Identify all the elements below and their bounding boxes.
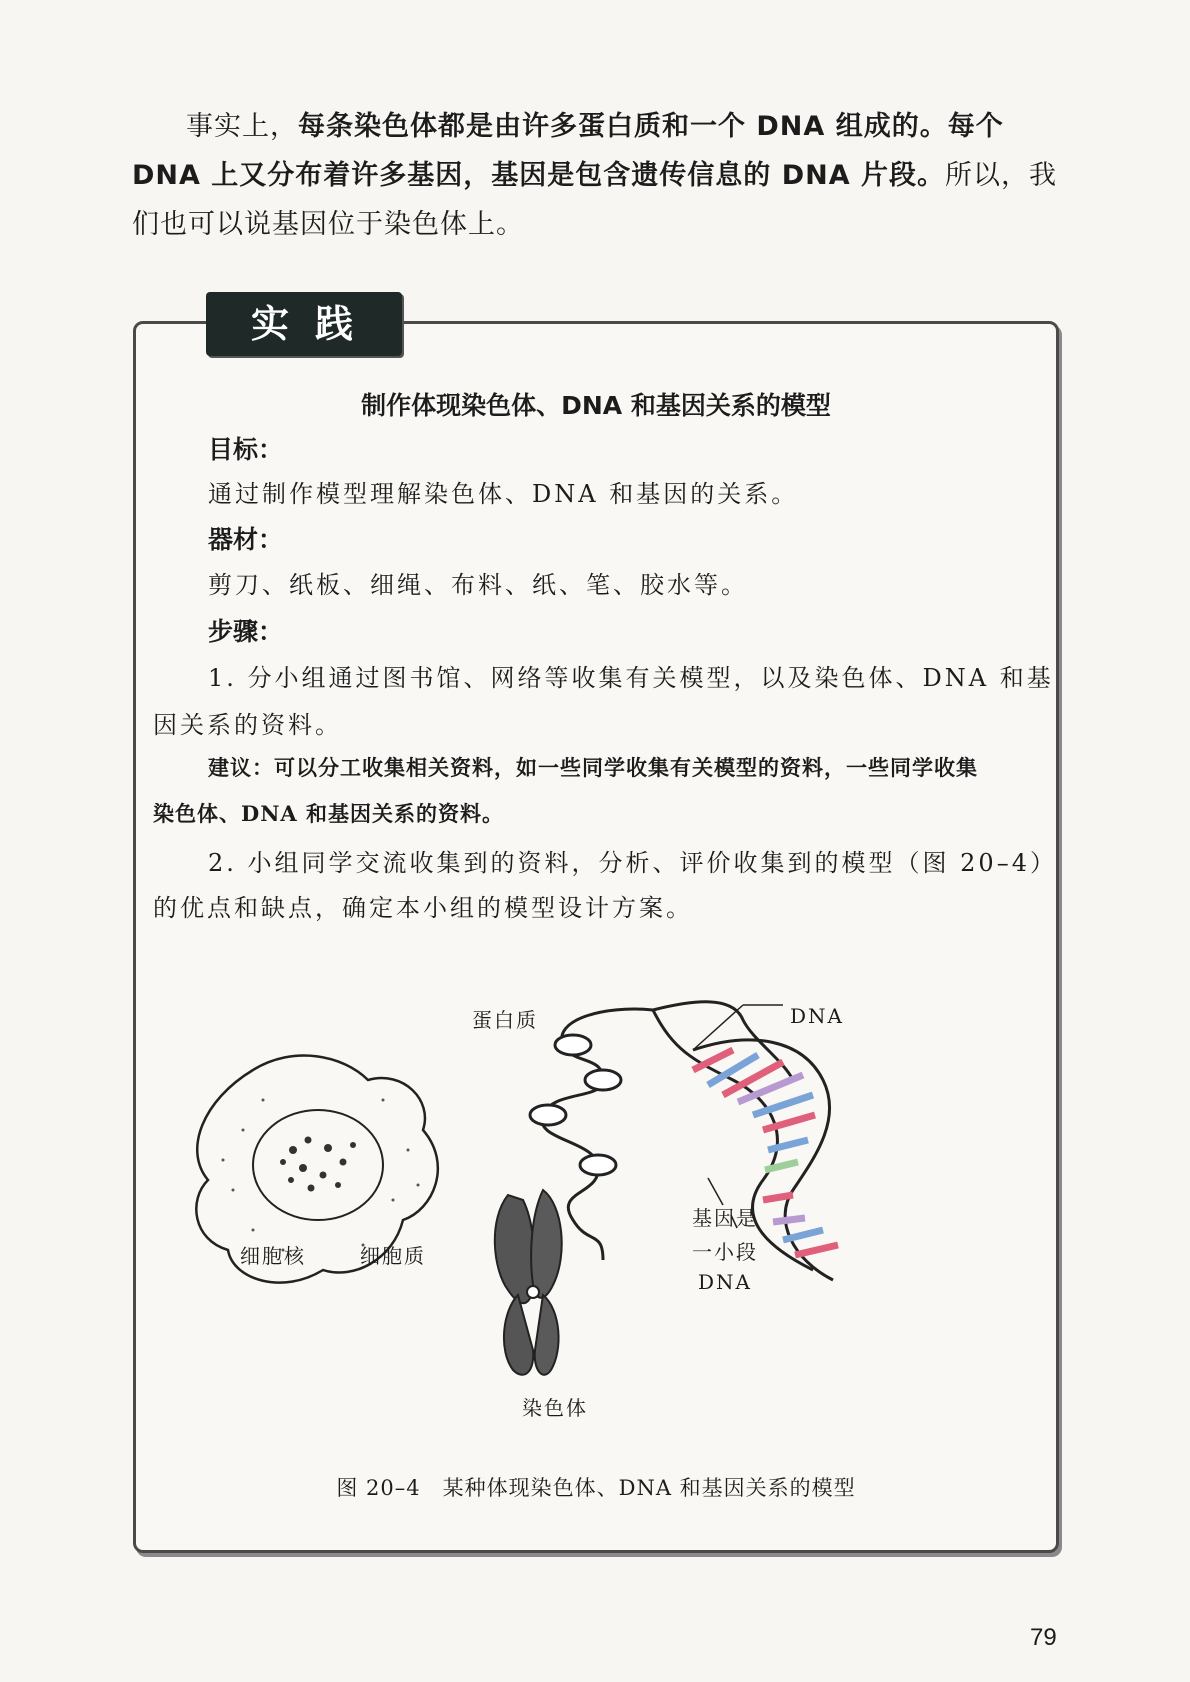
intro-paragraph [132, 102, 1062, 249]
page-number: 79 [1030, 1624, 1057, 1651]
label-nucleus: 细胞核 [240, 1244, 306, 1268]
label-cytoplasm: 细胞质 [360, 1244, 426, 1268]
materials-label: 器材： [208, 525, 284, 554]
intro-sentence-bold: 每条染色体都是由许多蛋白质和一个 DNA 组成的。每个 DNA 上又分布着许多基因，基因是包含遗传信息的 DNA 片段。 [132, 111, 1004, 191]
step2-line2: 的优点和缺点，确定本小组的模型设计方案。 [153, 894, 693, 922]
activity-title: 制作体现染色体、DNA 和基因关系的模型 [361, 391, 831, 420]
step1-line1: 1. 分小组通过图书馆、网络等收集有关模型，以及染色体、DNA 和基 [208, 664, 1054, 692]
label-dna: DNA [790, 1004, 844, 1028]
step2-line1: 2. 小组同学交流收集到的资料，分析、评价收集到的模型（图 20–4） [208, 849, 1057, 877]
goal-label: 目标： [208, 435, 284, 464]
label-gene-line2: 一小段 [692, 1240, 758, 1264]
label-protein: 蛋白质 [472, 1008, 538, 1032]
intro-sentence-2: 所以，我们也可以说基因位于染色体上。 [132, 160, 1058, 240]
step1-line2: 因关系的资料。 [153, 711, 342, 739]
label-gene-line3: DNA [698, 1270, 752, 1294]
label-chromosome: 染色体 [522, 1396, 588, 1420]
materials-text: 剪刀、纸板、细绳、布料、纸、笔、胶水等。 [208, 571, 748, 599]
note-line2: 染色体、DNA 和基因关系的资料。 [153, 801, 505, 826]
note-line1: 建议：可以分工收集相关资料，如一些同学收集有关模型的资料，一些同学收集 [208, 755, 978, 780]
goal-text: 通过制作模型理解染色体、DNA 和基因的关系。 [208, 480, 799, 508]
figure-illustration [133, 990, 1059, 1460]
chromosome-drawing [495, 1190, 562, 1375]
label-gene-line1: 基因是 [692, 1206, 758, 1230]
figure-caption: 图 20–4 某种体现染色体、DNA 和基因关系的模型 [336, 1476, 856, 1500]
practice-tag: 实践 [206, 292, 402, 356]
steps-label: 步骤： [208, 617, 284, 646]
intro-sentence-1: 事实上， [186, 111, 298, 142]
